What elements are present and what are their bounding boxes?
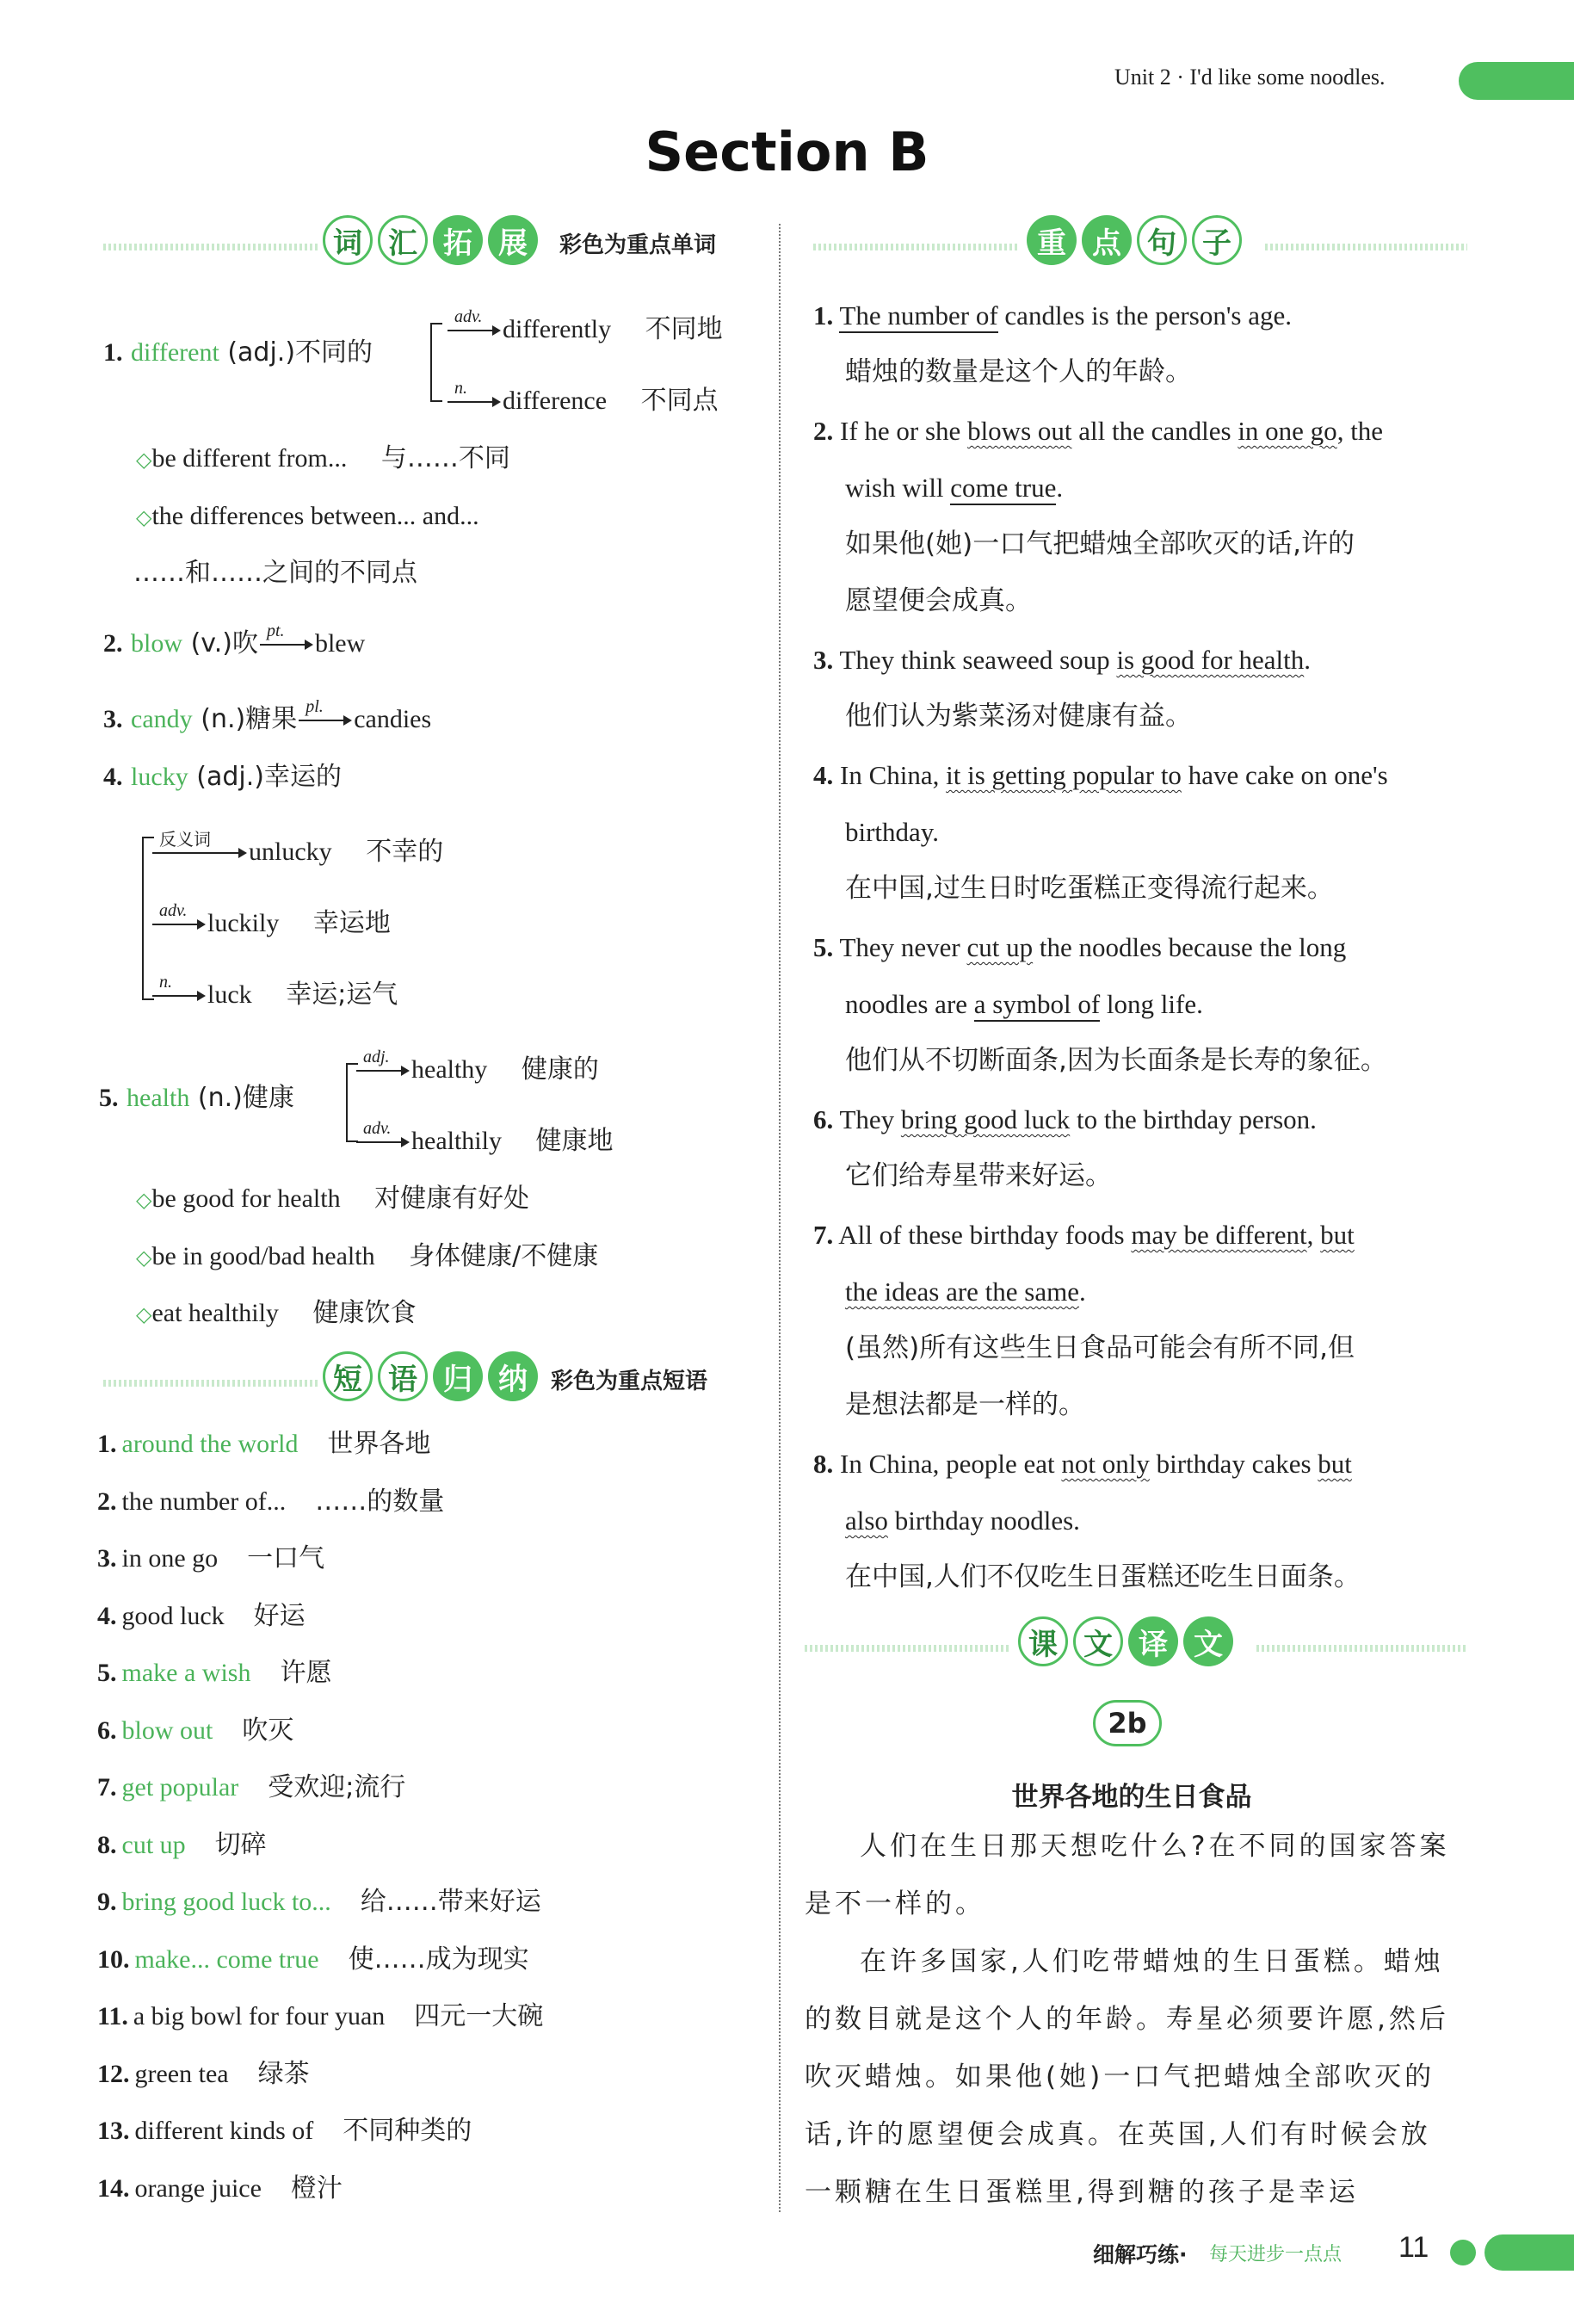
word-form: 反义词 unlucky 不幸的	[151, 837, 443, 868]
banner-char: 句	[1137, 215, 1187, 265]
banner-char: 子	[1192, 215, 1242, 265]
sentence-2-cn: 愿望便会成真。	[845, 585, 1032, 616]
sentence-7-cn: (虽然)所有这些生日食品可能会有所不同,但	[845, 1332, 1355, 1363]
footer-dot-decoration	[1450, 2240, 1476, 2265]
key-word: different	[131, 338, 219, 367]
sentence-8-cn: 在中国,人们不仅吃生日蛋糕还吃生日面条。	[845, 1561, 1361, 1592]
translation-title: 世界各地的生日食品	[1011, 1782, 1252, 1813]
vocab-entry-2: 2. blow (v.)吹 pt. blew	[103, 621, 366, 658]
translation-paragraph-2: 在许多国家,人们吃带蜡烛的生日蛋糕。蜡烛的数目就是这个人的年龄。寿星必须要许愿,然后吹灭蜡烛。如果他(她)一口气把蜡烛全部吹灭的话,许的愿望便会成真。在英国,人们有时候会放一颗糖在生日蛋糕里,得到糖的孩子是幸运	[805, 1946, 1449, 2208]
phrase-item: 3. in one go 一口气	[97, 1543, 325, 1573]
footer-text: 细解巧练·	[1093, 2242, 1188, 2267]
phrase-en: in one go	[121, 1544, 219, 1573]
sentence-8: 8. In China, people eat not only birthday cakes but	[813, 1449, 1352, 1479]
banner-char: 点	[1082, 215, 1132, 265]
footer-slogan: 每天进步一点点	[1209, 2244, 1343, 2265]
phrase-cn: 四元一大碗	[414, 2001, 544, 2031]
vocab-entry-3: 3. candy (n.)糖果 pl. candies	[103, 697, 432, 734]
phrase-en: blow out	[121, 1715, 213, 1745]
phrase-item: 2. the number of... ……的数量	[97, 1486, 445, 1517]
passage-badge: 2b	[1093, 1700, 1162, 1746]
phrase-cn: 受欢迎;流行	[268, 1772, 406, 1802]
vocab-entry-5: 5. health (n.)健康	[99, 1083, 294, 1113]
banner-char: 重	[1027, 215, 1077, 265]
word-form: adv. healthily 健康地	[355, 1126, 614, 1157]
banner-char: 纳	[488, 1351, 538, 1401]
phrase-en: bring good luck to...	[121, 1888, 331, 1916]
sentence-1: 1. The number of candles is the person's age.	[813, 300, 1292, 331]
translation-paragraph-1: 人们在生日那天想吃什么?在不同的国家答案是不一样的。	[805, 1831, 1450, 1919]
sentence-3-cn: 他们认为紫菜汤对健康有益。	[845, 701, 1192, 732]
phrases-banner	[103, 1351, 740, 1412]
phrase-en: green tea	[134, 2059, 229, 2088]
translation-banner	[805, 1616, 1467, 1677]
phrase-item: 12. green tea 绿茶	[97, 2058, 310, 2089]
banner-char: 课	[1018, 1616, 1068, 1666]
phrase-en: make... come true	[134, 1944, 319, 1974]
usage-note: ◇be different from... 与……不同	[136, 443, 510, 473]
phrase-en: around the world	[121, 1430, 299, 1458]
sentence-5: 5. They never cut up the noodles because the long	[813, 932, 1347, 962]
phrase-cn: 橙汁	[290, 2173, 343, 2203]
phrase-item: 9. bring good luck to... 给……带来好运	[97, 1887, 541, 1917]
phrase-cn: 许愿	[280, 1658, 332, 1688]
sentence-4-cn: 在中国,过生日时吃蛋糕正变得流行起来。	[845, 873, 1334, 904]
phrase-en: good luck	[121, 1601, 225, 1630]
sentence-3: 3. They think seaweed soup is good for health.	[813, 645, 1312, 675]
sentences-banner	[813, 215, 1467, 275]
sentence-6: 6. They bring good luck to the birthday person.	[813, 1104, 1317, 1134]
sentence-5-cn: 他们从不切断面条,因为长面条是长寿的象征。	[845, 1045, 1387, 1076]
sentence-7-cont: the ideas are the same.	[845, 1276, 1086, 1307]
banner-char: 短	[323, 1351, 373, 1401]
phrase-en: get popular	[121, 1773, 239, 1802]
phrase-cn: 绿茶	[257, 2058, 310, 2089]
phrase-cn: ……的数量	[315, 1486, 445, 1517]
phrase-item: 8. cut up 切碎	[97, 1829, 267, 1860]
phrase-item: 13. different kinds of 不同种类的	[97, 2116, 472, 2146]
banner-char: 汇	[378, 215, 428, 265]
phrase-item: 4. good luck 好运	[97, 1600, 306, 1631]
header-tab-decoration	[1459, 62, 1574, 100]
banner-char: 归	[433, 1351, 483, 1401]
footer-tab-decoration	[1484, 2234, 1574, 2271]
phrase-cn: 使……成为现实	[348, 1944, 529, 1975]
usage-note: ◇be good for health 对健康有好处	[136, 1184, 530, 1214]
sentence-4: 4. In China, it is getting popular to have cake on one's	[813, 760, 1388, 790]
sentence-2-cn: 如果他(她)一口气把蜡烛全部吹灭的话,许的	[845, 528, 1355, 559]
word-form: adj. healthy 健康的	[355, 1054, 599, 1085]
vocab-entry-4: 4. lucky (adj.)幸运的	[103, 762, 342, 792]
word-form: adv. differently 不同地	[446, 314, 723, 345]
phrase-cn: 世界各地	[327, 1429, 431, 1459]
sentence-7-cn: 是想法都是一样的。	[845, 1389, 1085, 1420]
phrase-en: orange juice	[134, 2173, 262, 2203]
usage-note: ◇eat healthily 健康饮食	[136, 1298, 417, 1328]
word-form: adv. luckily 幸运地	[151, 908, 391, 939]
banner-char: 译	[1128, 1616, 1178, 1666]
sentence-1-cn: 蜡烛的数量是这个人的年龄。	[845, 356, 1192, 387]
sentence-7: 7. All of these birthday foods may be different, but	[813, 1220, 1355, 1250]
phrase-cn: 切碎	[214, 1829, 267, 1860]
column-divider	[779, 224, 781, 2212]
page-number: 11	[1398, 2231, 1429, 2264]
page-title: Section B	[645, 121, 929, 183]
phrase-en: a big bowl for four yuan	[133, 2002, 386, 2030]
sentence-6-cn: 它们给寿星带来好运。	[845, 1160, 1112, 1191]
phrase-item: 7. get popular 受欢迎;流行	[97, 1772, 406, 1802]
sentence-5-cont: noodles are a symbol of long life.	[845, 988, 1203, 1020]
word-form: n. difference 不同点	[446, 386, 719, 417]
phrase-item: 6. blow out 吹灭	[97, 1715, 294, 1746]
banner-char: 拓	[433, 215, 483, 265]
sentence-8-cont: also birthday noodles.	[845, 1505, 1080, 1536]
phrase-cn: 一口气	[247, 1543, 325, 1573]
sentence-2: 2. If he or she blows out all the candles in one go, the	[813, 416, 1384, 446]
usage-note: ◇the differences between... and...	[136, 502, 479, 530]
vocab-banner	[103, 215, 740, 275]
banner-char: 文	[1073, 1616, 1123, 1666]
phrase-en: the number of...	[121, 1486, 287, 1516]
phrase-item: 5. make a wish 许愿	[97, 1658, 332, 1688]
banner-char: 语	[378, 1351, 428, 1401]
phrase-en: cut up	[121, 1830, 186, 1859]
phrase-item: 11. a big bowl for four yuan 四元一大碗	[97, 2001, 544, 2031]
phrase-item: 14. orange juice 橙汁	[97, 2173, 343, 2203]
phrase-cn: 不同种类的	[343, 2116, 472, 2146]
phrase-item: 1. around the world 世界各地	[97, 1429, 431, 1459]
banner-note: 彩色为重点短语	[551, 1369, 708, 1394]
word-form: n. luck 幸运;运气	[151, 980, 398, 1011]
running-header: Unit 2 · I'd like some noodles.	[1114, 65, 1386, 90]
vocab-entry-1: 1. different (adj.)不同的	[103, 337, 373, 368]
usage-note-cn: ……和……之间的不同点	[133, 558, 417, 588]
usage-note: ◇be in good/bad health 身体健康/不健康	[136, 1241, 599, 1271]
phrase-cn: 吹灭	[242, 1715, 294, 1746]
banner-char: 文	[1183, 1616, 1233, 1666]
phrase-cn: 好运	[253, 1600, 306, 1631]
phrase-en: different kinds of	[134, 2117, 314, 2145]
sentence-4-cont: birthday.	[845, 817, 940, 847]
banner-note: 彩色为重点单词	[559, 232, 717, 258]
phrase-item: 10. make... come true 使……成为现实	[97, 1944, 529, 1975]
banner-char: 展	[488, 215, 538, 265]
banner-char: 词	[323, 215, 373, 265]
phrase-cn: 给……带来好运	[360, 1887, 541, 1917]
phrase-en: make a wish	[121, 1659, 251, 1687]
sentence-2-cont: wish will come true.	[845, 472, 1063, 504]
